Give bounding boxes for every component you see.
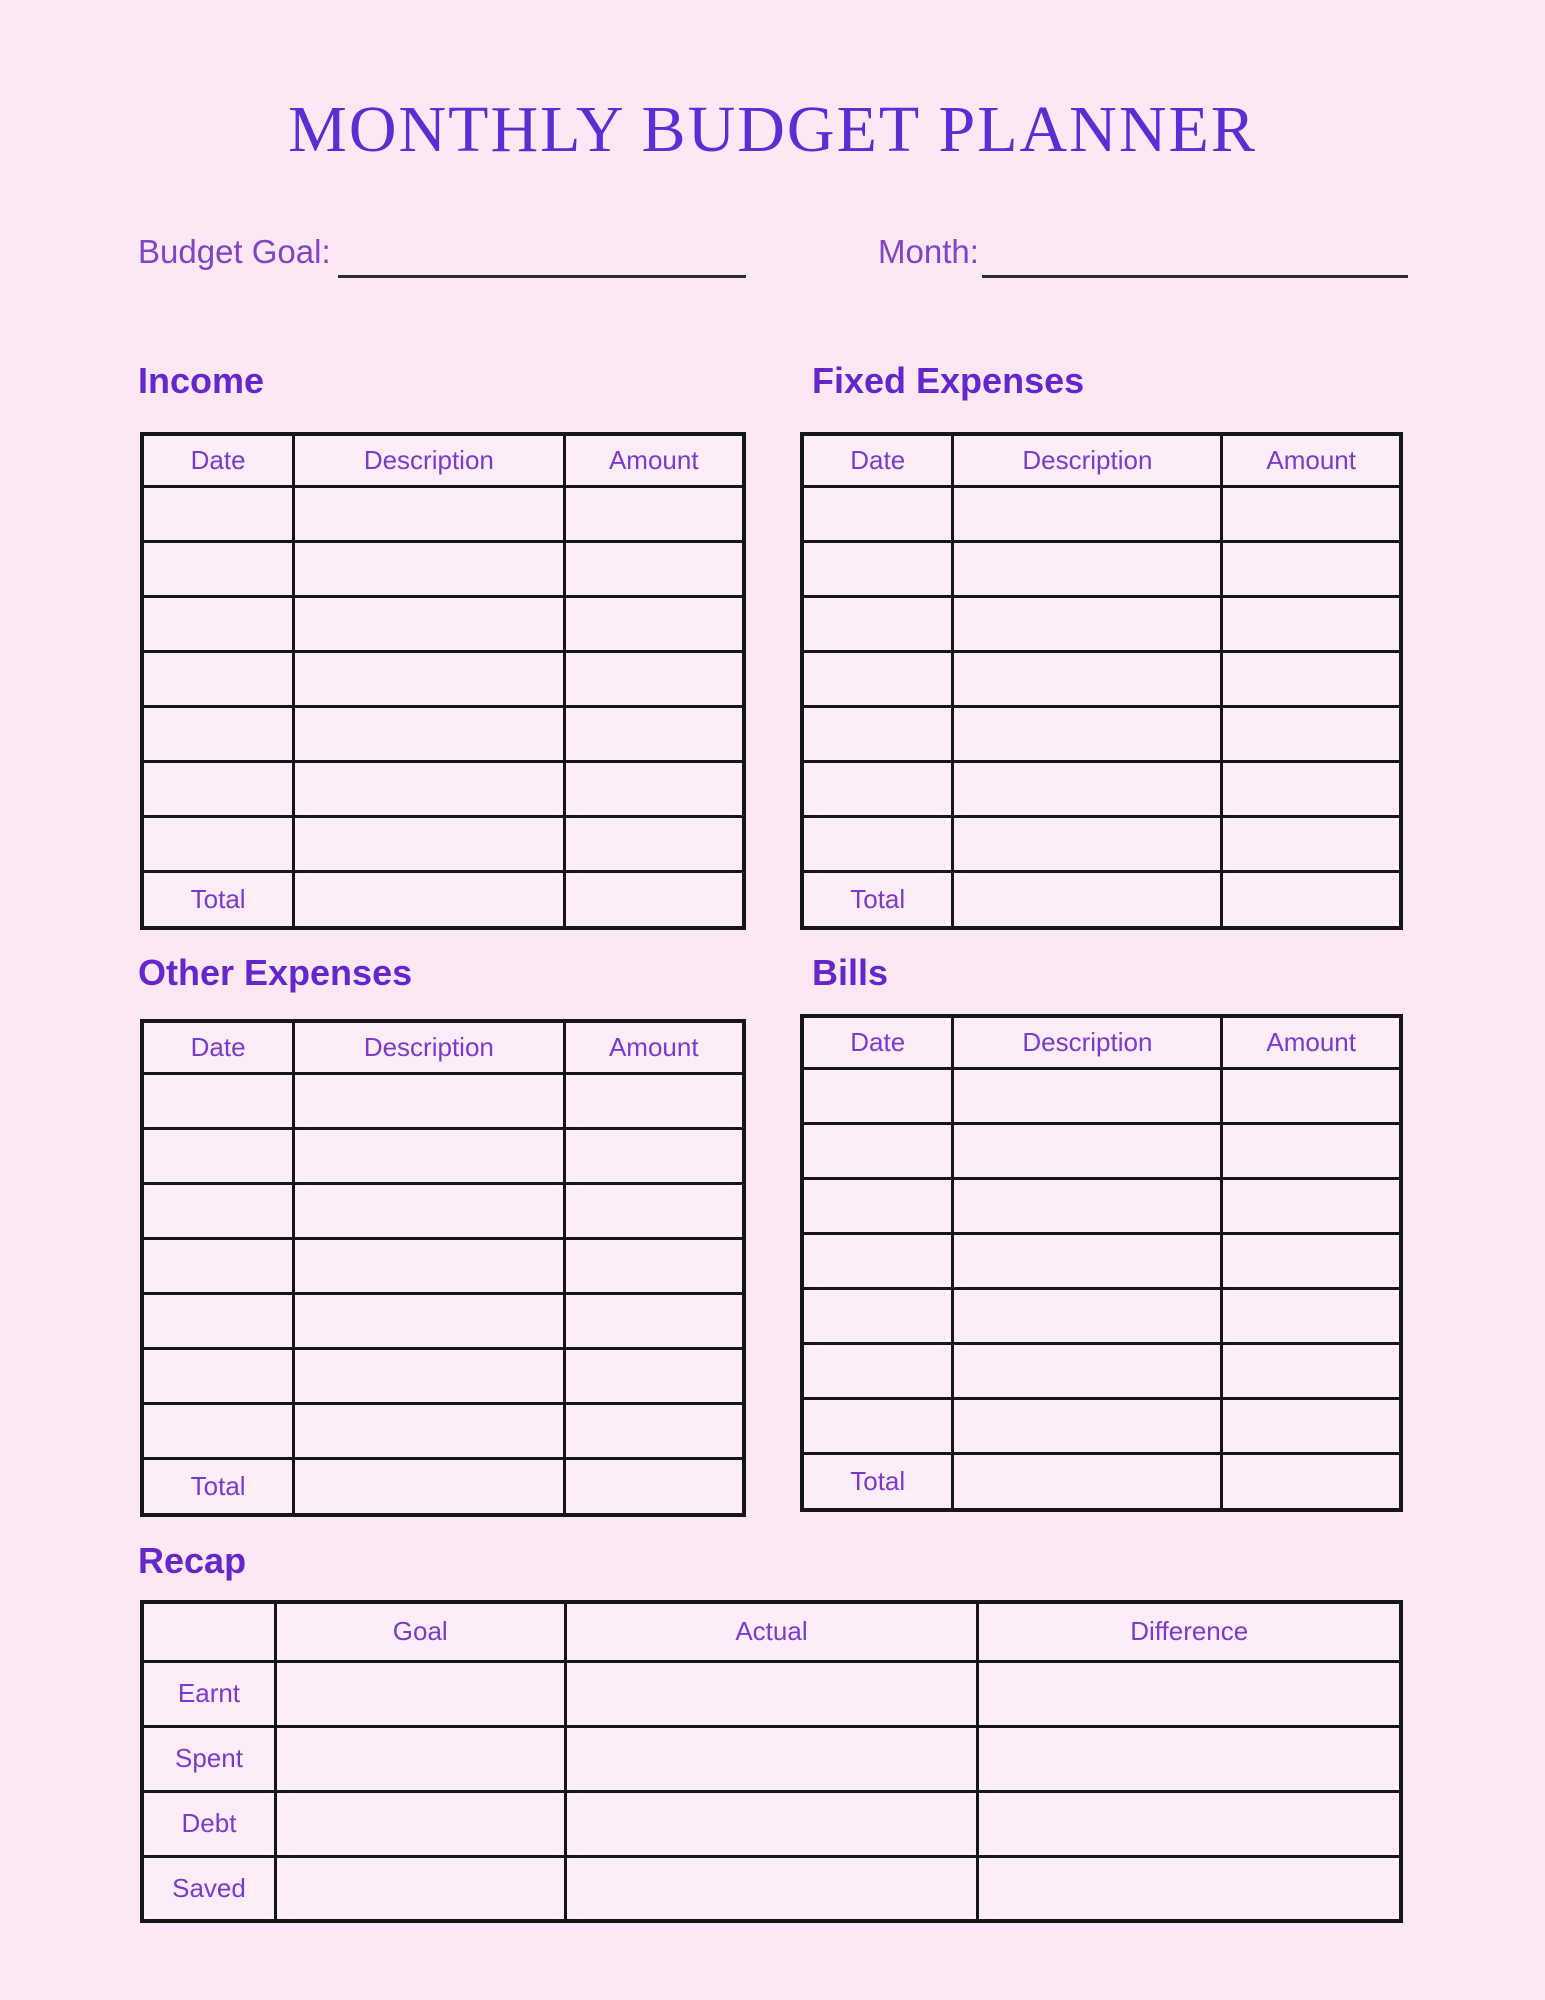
empty-cell[interactable] (564, 706, 744, 761)
empty-cell[interactable] (294, 1128, 564, 1183)
recap-corner-cell (142, 1602, 275, 1661)
empty-cell[interactable] (142, 1128, 294, 1183)
bills-table (800, 1014, 1403, 1512)
empty-cell[interactable] (294, 761, 564, 816)
empty-cell[interactable] (1222, 596, 1401, 651)
page-title: MONTHLY BUDGET PLANNER (288, 93, 1257, 166)
total-label: Total (802, 1453, 953, 1510)
empty-cell[interactable] (142, 651, 294, 706)
empty-cell[interactable] (953, 816, 1222, 871)
column-header-amount: Amount (564, 1021, 744, 1073)
empty-cell[interactable] (294, 1293, 564, 1348)
table-row (142, 1293, 744, 1348)
empty-cell[interactable] (142, 1073, 294, 1128)
empty-cell[interactable] (953, 761, 1222, 816)
column-header-date: Date (802, 434, 953, 486)
empty-cell[interactable] (564, 1183, 744, 1238)
empty-cell[interactable] (802, 1068, 953, 1123)
total-label: Total (802, 871, 953, 928)
empty-cell[interactable] (1222, 706, 1401, 761)
table-row (142, 1183, 744, 1238)
empty-cell[interactable] (802, 1343, 953, 1398)
empty-cell[interactable] (1222, 761, 1401, 816)
table-row (142, 706, 744, 761)
total-row (142, 871, 744, 928)
column-header-actual: Actual (565, 1602, 978, 1661)
fixed-expenses-table (800, 432, 1403, 930)
empty-cell[interactable] (142, 706, 294, 761)
table-row (142, 596, 744, 651)
empty-cell[interactable] (802, 651, 953, 706)
empty-cell[interactable] (142, 761, 294, 816)
total-description-cell[interactable] (294, 1458, 564, 1515)
table-row (142, 1238, 744, 1293)
total-row (802, 871, 1401, 928)
empty-cell[interactable] (953, 1233, 1222, 1288)
empty-cell[interactable] (564, 486, 744, 541)
empty-cell[interactable] (294, 541, 564, 596)
recap-goal-cell[interactable] (275, 1726, 565, 1791)
empty-cell[interactable] (953, 651, 1222, 706)
empty-cell[interactable] (1222, 1233, 1401, 1288)
column-header-difference: Difference (978, 1602, 1401, 1661)
empty-cell[interactable] (294, 486, 564, 541)
column-header-date: Date (142, 434, 294, 486)
total-row (142, 1458, 744, 1515)
empty-cell[interactable] (564, 816, 744, 871)
section-title-bills: Bills (812, 952, 889, 993)
empty-cell[interactable] (953, 1288, 1222, 1343)
empty-cell[interactable] (142, 1348, 294, 1403)
empty-cell[interactable] (953, 1343, 1222, 1398)
empty-cell[interactable] (1222, 1398, 1401, 1453)
empty-cell[interactable] (802, 1178, 953, 1233)
column-header-amount: Amount (1222, 434, 1401, 486)
total-label: Total (142, 1458, 294, 1515)
recap-difference-cell[interactable] (978, 1856, 1401, 1921)
empty-cell[interactable] (142, 1183, 294, 1238)
empty-cell[interactable] (294, 706, 564, 761)
empty-cell[interactable] (142, 1293, 294, 1348)
month-label: Month: (878, 233, 979, 270)
table-row (802, 596, 1401, 651)
column-header-description: Description (953, 434, 1222, 486)
empty-cell[interactable] (1222, 1178, 1401, 1233)
column-header-goal: Goal (275, 1602, 565, 1661)
table-row (802, 651, 1401, 706)
table-row (142, 541, 744, 596)
empty-cell[interactable] (953, 596, 1222, 651)
recap-actual-cell[interactable] (565, 1726, 978, 1791)
empty-cell[interactable] (1222, 1068, 1401, 1123)
income-table (140, 432, 746, 930)
empty-cell[interactable] (953, 541, 1222, 596)
table-row (142, 1073, 744, 1128)
empty-cell[interactable] (564, 1128, 744, 1183)
recap-row-spent (142, 1726, 1401, 1791)
table-row (802, 1068, 1401, 1123)
total-description-cell[interactable] (953, 871, 1222, 928)
table-header-row (802, 434, 1401, 486)
total-label: Total (142, 871, 294, 928)
section-title-other-expenses: Other Expenses (138, 952, 413, 993)
recap-row-earnt (142, 1661, 1401, 1726)
table-header-row (142, 434, 744, 486)
total-description-cell[interactable] (294, 871, 564, 928)
recap-goal-cell[interactable] (275, 1856, 565, 1921)
empty-cell[interactable] (953, 1398, 1222, 1453)
section-title-recap: Recap (138, 1540, 247, 1581)
empty-cell[interactable] (142, 1238, 294, 1293)
recap-difference-cell[interactable] (978, 1726, 1401, 1791)
total-amount-cell[interactable] (1222, 1453, 1401, 1510)
recap-header-row (142, 1602, 1401, 1661)
section-title-income: Income (138, 360, 265, 401)
empty-cell[interactable] (802, 816, 953, 871)
empty-cell[interactable] (802, 596, 953, 651)
total-amount-cell[interactable] (1222, 871, 1401, 928)
empty-cell[interactable] (142, 486, 294, 541)
column-header-description: Description (294, 1021, 564, 1073)
empty-cell[interactable] (953, 706, 1222, 761)
empty-cell[interactable] (294, 1348, 564, 1403)
empty-cell[interactable] (1222, 1123, 1401, 1178)
recap-row-label: Saved (142, 1856, 275, 1921)
recap-row-saved (142, 1856, 1401, 1921)
empty-cell[interactable] (294, 1183, 564, 1238)
recap-difference-cell[interactable] (978, 1791, 1401, 1856)
empty-cell[interactable] (294, 1403, 564, 1458)
table-row (802, 541, 1401, 596)
empty-cell[interactable] (802, 1123, 953, 1178)
empty-cell[interactable] (953, 1178, 1222, 1233)
recap-actual-cell[interactable] (565, 1661, 978, 1726)
empty-cell[interactable] (294, 1073, 564, 1128)
empty-cell[interactable] (142, 816, 294, 871)
empty-cell[interactable] (802, 706, 953, 761)
empty-cell[interactable] (142, 541, 294, 596)
empty-cell[interactable] (564, 1403, 744, 1458)
section-title-fixed-expenses: Fixed Expenses (812, 360, 1085, 401)
table-row (142, 761, 744, 816)
empty-cell[interactable] (564, 1073, 744, 1128)
empty-cell[interactable] (1222, 1343, 1401, 1398)
empty-cell[interactable] (1222, 1288, 1401, 1343)
budget-goal-field[interactable] (338, 275, 746, 278)
empty-cell[interactable] (294, 596, 564, 651)
empty-cell[interactable] (294, 816, 564, 871)
table-row (802, 1123, 1401, 1178)
empty-cell[interactable] (953, 1068, 1222, 1123)
empty-cell[interactable] (564, 761, 744, 816)
empty-cell[interactable] (802, 1398, 953, 1453)
empty-cell[interactable] (564, 1348, 744, 1403)
table-row (802, 1343, 1401, 1398)
table-row (802, 706, 1401, 761)
column-header-description: Description (294, 434, 564, 486)
empty-cell[interactable] (953, 486, 1222, 541)
table-header-row (142, 1021, 744, 1073)
empty-cell[interactable] (142, 1403, 294, 1458)
total-amount-cell[interactable] (564, 871, 744, 928)
recap-row-label: Spent (142, 1726, 275, 1791)
empty-cell[interactable] (1222, 486, 1401, 541)
total-description-cell[interactable] (953, 1453, 1222, 1510)
recap-difference-cell[interactable] (978, 1661, 1401, 1726)
empty-cell[interactable] (802, 486, 953, 541)
table-row (802, 486, 1401, 541)
table-row (142, 486, 744, 541)
table-row (802, 1288, 1401, 1343)
recap-table (140, 1600, 1403, 1923)
empty-cell[interactable] (294, 651, 564, 706)
table-row (142, 651, 744, 706)
other-expenses-table (140, 1019, 746, 1517)
total-row (802, 1453, 1401, 1510)
column-header-amount: Amount (1222, 1016, 1401, 1068)
empty-cell[interactable] (142, 596, 294, 651)
empty-cell[interactable] (802, 1288, 953, 1343)
column-header-amount: Amount (564, 434, 744, 486)
table-row (142, 1348, 744, 1403)
empty-cell[interactable] (802, 1233, 953, 1288)
empty-cell[interactable] (564, 651, 744, 706)
column-header-description: Description (953, 1016, 1222, 1068)
table-row (802, 1178, 1401, 1233)
table-header-row (802, 1016, 1401, 1068)
table-row (142, 1128, 744, 1183)
table-row (802, 816, 1401, 871)
empty-cell[interactable] (1222, 541, 1401, 596)
recap-actual-cell[interactable] (565, 1791, 978, 1856)
column-header-date: Date (142, 1021, 294, 1073)
empty-cell[interactable] (802, 541, 953, 596)
empty-cell[interactable] (802, 761, 953, 816)
recap-row-debt (142, 1791, 1401, 1856)
table-row (802, 1398, 1401, 1453)
empty-cell[interactable] (564, 1293, 744, 1348)
empty-cell[interactable] (1222, 816, 1401, 871)
empty-cell[interactable] (564, 541, 744, 596)
recap-row-label: Debt (142, 1791, 275, 1856)
budget-goal-label: Budget Goal: (138, 233, 331, 270)
column-header-date: Date (802, 1016, 953, 1068)
empty-cell[interactable] (564, 1238, 744, 1293)
empty-cell[interactable] (953, 1123, 1222, 1178)
empty-cell[interactable] (294, 1238, 564, 1293)
recap-goal-cell[interactable] (275, 1661, 565, 1726)
table-row (142, 1403, 744, 1458)
month-field[interactable] (982, 275, 1408, 278)
recap-actual-cell[interactable] (565, 1856, 978, 1921)
table-row (142, 816, 744, 871)
recap-goal-cell[interactable] (275, 1791, 565, 1856)
table-row (802, 1233, 1401, 1288)
recap-row-label: Earnt (142, 1661, 275, 1726)
empty-cell[interactable] (564, 596, 744, 651)
empty-cell[interactable] (1222, 651, 1401, 706)
total-amount-cell[interactable] (564, 1458, 744, 1515)
table-row (802, 761, 1401, 816)
